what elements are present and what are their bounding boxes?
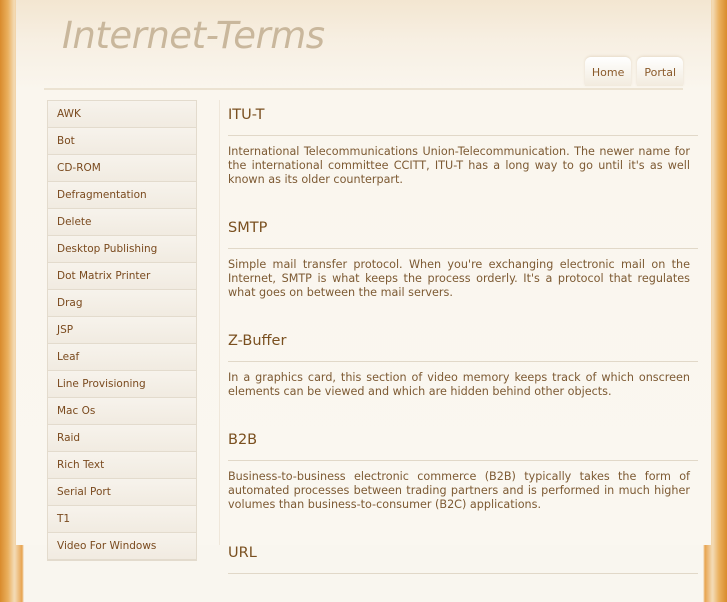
sidebar-item-jsp[interactable]: JSP [48,317,196,344]
sidebar-item-defragmentation[interactable]: Defragmentation [48,182,196,209]
sidebar-item-cd-rom[interactable]: CD-ROM [48,155,196,182]
sidebar-item-t1[interactable]: T1 [48,506,196,533]
sidebar-item-video-for-windows[interactable]: Video For Windows [48,533,196,560]
sidebar-item-dot-matrix-printer[interactable]: Dot Matrix Printer [48,263,196,290]
sidebar-item-desktop-publishing[interactable]: Desktop Publishing [48,236,196,263]
sidebar-item-rich-text[interactable]: Rich Text [48,452,196,479]
sidebar-item-serial-port[interactable]: Serial Port [48,479,196,506]
sidebar-item-delete[interactable]: Delete [48,209,196,236]
term-definition: In a graphics card, this section of video memory keeps track of which onscreen elements can be viewed and which are hidden behind other objects. [228,371,690,398]
term-definition: Simple mail transfer protocol. When you're exchanging electronic mail on the Internet, SMTP is what keeps the process orderly. It's a protocol that regulates what goes on between the mail servers. [228,258,690,299]
term-entry [228,102,698,187]
header-divider [44,88,683,90]
sidebar-item-raid[interactable]: Raid [48,425,196,452]
sidebar-item-awk[interactable]: AWK [48,101,196,128]
term-entry [228,328,698,399]
term-title: B2B [228,427,698,461]
top-nav [585,57,683,86]
term-definition: Business-to-business electronic commerce (B2B) typically takes the form of automated processes between trading partners and is performed in much higher volumes than business-to-consumer (B2C) applications. [228,470,690,511]
column-divider [219,100,220,545]
main-content [228,102,698,602]
term-title: Z-Buffer [228,328,698,362]
term-title: ITU-T [228,102,698,136]
sidebar-item-leaf[interactable]: Leaf [48,344,196,371]
term-title: URL [228,540,698,574]
site-title[interactable]: Internet-Terms [62,14,325,57]
sidebar-item-mac-os[interactable]: Mac Os [48,398,196,425]
term-definition: International Telecommunications Union-Telecommunication. The newer name for the international committee CCITT, ITU-T has a long way to go until it's as well known as its older counterpart. [228,145,690,186]
page-container [16,0,711,561]
term-entry [228,427,698,512]
sidebar-item-line-provisioning[interactable]: Line Provisioning [48,371,196,398]
term-entry [228,540,698,574]
nav-home-tab[interactable]: Home [585,57,631,86]
sidebar-item-bot[interactable]: Bot [48,128,196,155]
sidebar-item-drag[interactable]: Drag [48,290,196,317]
nav-portal-tab[interactable]: Portal [637,57,683,86]
sidebar-term-list [47,100,197,561]
term-entry [228,215,698,300]
term-title: SMTP [228,215,698,249]
